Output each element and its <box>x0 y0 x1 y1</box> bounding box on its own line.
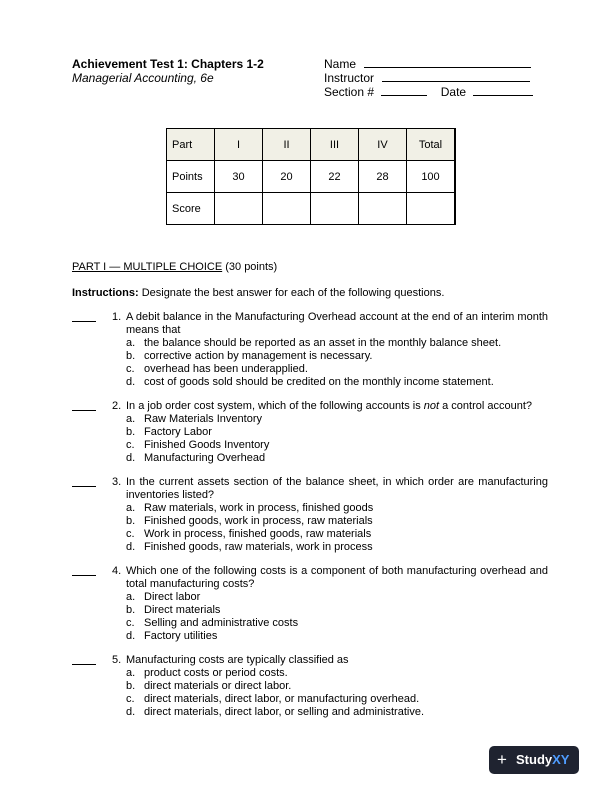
score-table-score-row <box>167 193 456 225</box>
option-letter: b. <box>126 350 136 362</box>
section-label: Section # <box>324 85 375 99</box>
option-text: overhead has been underapplied. <box>144 363 308 375</box>
option-text: Direct labor <box>144 591 201 603</box>
course-subtitle: Managerial Accounting, 6e <box>72 71 214 85</box>
option-letter: a. <box>126 667 136 679</box>
option-text: Finished Goods Inventory <box>144 439 270 451</box>
section-date-field <box>324 85 533 99</box>
option-letter: d. <box>126 630 136 642</box>
points-cell-total: 100 <box>407 161 456 193</box>
name-label: Name <box>324 57 357 71</box>
question-stem: A debit balance in the Manufacturing Overhead account at the end of an interim month means that <box>126 311 548 336</box>
option-letter: c. <box>126 693 135 705</box>
instructor-field <box>324 71 530 85</box>
score-table-points-row <box>167 161 456 193</box>
option-text: Direct materials <box>144 604 221 616</box>
question-number: 1. <box>112 311 122 323</box>
option-text: direct materials, direct labor, or manufacturing overhead. <box>144 693 420 705</box>
col-header: IV <box>359 129 407 161</box>
option-letter: a. <box>126 337 136 349</box>
option-letter: a. <box>126 413 136 425</box>
option-letter: b. <box>126 680 136 692</box>
stem-text: a control account? <box>439 400 533 412</box>
question-stem: In the current assets section of the balance sheet, in which order are manufacturing inventories listed? <box>126 476 548 501</box>
logo-study-text: Study <box>516 752 553 767</box>
points-cell: 28 <box>359 161 407 193</box>
col-header: III <box>311 129 359 161</box>
score-cell-total[interactable] <box>407 193 456 225</box>
option-text: Raw Materials Inventory <box>144 413 262 425</box>
option-text: Factory utilities <box>144 630 218 642</box>
part-heading <box>72 261 277 273</box>
option-letter: d. <box>126 376 136 388</box>
instructions <box>72 287 444 299</box>
option-text: Raw materials, work in process, finished goods <box>144 502 374 514</box>
option-text: Manufacturing Overhead <box>144 452 266 464</box>
stem-emphasis: not <box>423 400 440 412</box>
question-number: 2. <box>112 400 122 412</box>
option-text: Finished goods, raw materials, work in process <box>144 541 373 553</box>
option-letter: b. <box>126 604 136 616</box>
name-field <box>324 57 531 71</box>
answer-blank[interactable] <box>72 321 96 322</box>
col-header-total: Total <box>407 129 456 161</box>
score-cell[interactable] <box>311 193 359 225</box>
score-cell[interactable] <box>359 193 407 225</box>
col-header: I <box>215 129 263 161</box>
part-heading-points: (30 points) <box>225 261 278 273</box>
logo-xy-text: XY <box>552 752 570 767</box>
option-letter: b. <box>126 515 136 527</box>
part-heading-title: PART I — MULTIPLE CHOICE <box>72 261 223 273</box>
question-number: 4. <box>112 565 122 577</box>
option-text: cost of goods sold should be credited on the monthly income statement. <box>144 376 494 388</box>
plus-icon: + <box>497 750 507 769</box>
row-label-part: Part <box>167 129 215 161</box>
question-stem: Manufacturing costs are typically classified as <box>126 654 349 666</box>
points-cell: 22 <box>311 161 359 193</box>
option-text: direct materials, direct labor, or selling and administrative. <box>144 706 425 718</box>
answer-blank[interactable] <box>72 664 96 665</box>
instructions-label: Instructions: <box>72 287 139 299</box>
option-letter: b. <box>126 426 136 438</box>
option-letter: c. <box>126 363 135 375</box>
option-letter: c. <box>126 439 135 451</box>
question-stem: Which one of the following costs is a component of both manufacturing overhead and total manufacturing costs? <box>126 565 548 590</box>
test-title: Achievement Test 1: Chapters 1-2 <box>72 57 264 71</box>
answer-blank[interactable] <box>72 575 96 576</box>
score-cell[interactable] <box>263 193 311 225</box>
section-blank[interactable] <box>381 85 427 96</box>
option-letter: a. <box>126 591 136 603</box>
option-letter: c. <box>126 528 135 540</box>
points-cell: 30 <box>215 161 263 193</box>
instructions-text: Designate the best answer for each of the following questions. <box>141 287 445 299</box>
option-letter: d. <box>126 541 136 553</box>
option-text: the balance should be reported as an asset in the monthly balance sheet. <box>144 337 502 349</box>
option-text: corrective action by management is necessary. <box>144 350 373 362</box>
option-text: Selling and administrative costs <box>144 617 299 629</box>
score-table <box>166 128 456 225</box>
points-cell: 20 <box>263 161 311 193</box>
option-text: Finished goods, work in process, raw materials <box>144 515 373 527</box>
row-label-points: Points <box>167 161 215 193</box>
option-text: Factory Labor <box>144 426 212 438</box>
score-table-header-row <box>167 129 456 161</box>
logo-wordmark <box>516 752 569 767</box>
date-blank[interactable] <box>473 85 533 96</box>
instructor-blank[interactable] <box>382 71 530 82</box>
question-stem <box>126 400 548 413</box>
question-number: 3. <box>112 476 122 488</box>
instructor-label: Instructor <box>324 71 375 85</box>
answer-blank[interactable] <box>72 486 96 487</box>
col-header: II <box>263 129 311 161</box>
option-letter: d. <box>126 706 136 718</box>
option-text: direct materials or direct labor. <box>144 680 292 692</box>
studyxy-logo[interactable] <box>489 746 579 774</box>
score-cell[interactable] <box>215 193 263 225</box>
date-label: Date <box>440 85 467 99</box>
option-text: Work in process, finished goods, raw materials <box>144 528 372 540</box>
stem-text: In a job order cost system, which of the following accounts is <box>126 400 424 412</box>
name-blank[interactable] <box>364 57 531 68</box>
option-text: product costs or period costs. <box>144 667 288 679</box>
answer-blank[interactable] <box>72 410 96 411</box>
option-letter: d. <box>126 452 136 464</box>
question-number: 5. <box>112 654 122 666</box>
option-letter: a. <box>126 502 136 514</box>
option-letter: c. <box>126 617 135 629</box>
row-label-score: Score <box>167 193 215 225</box>
